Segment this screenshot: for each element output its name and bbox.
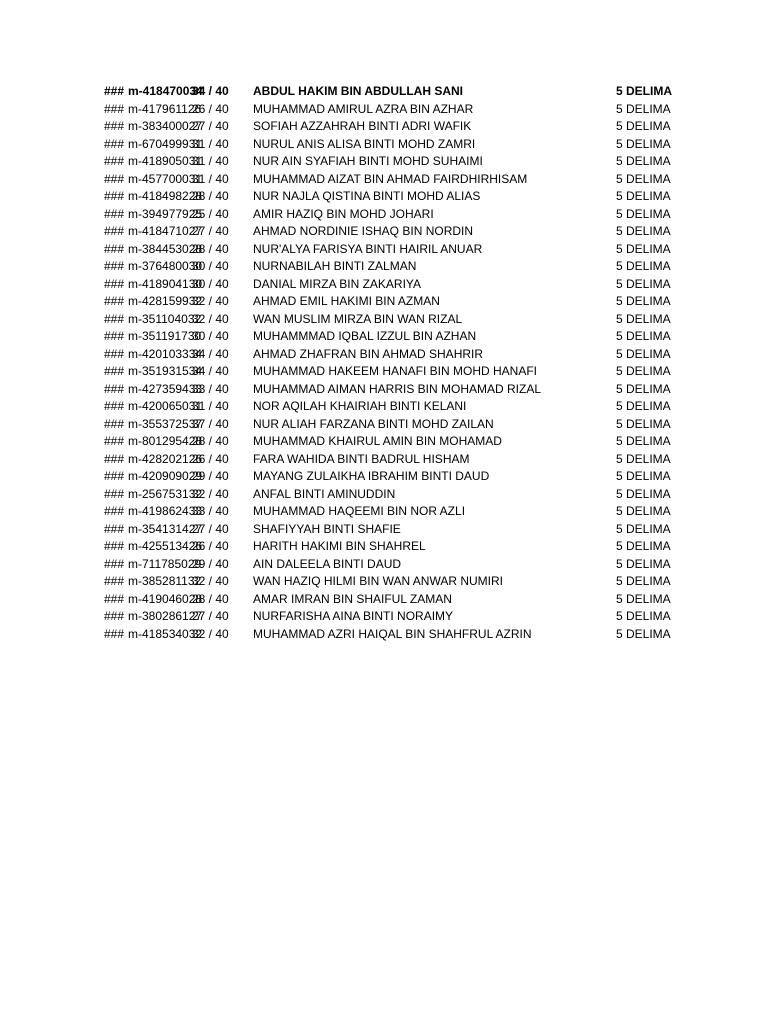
score: 28 / 40 [192,241,229,256]
table-row [0,118,768,136]
student-id: m-418470034 [128,84,203,98]
score: 25 / 40 [192,206,229,221]
student-name: AHMAD ZHAFRAN BIN AHMAD SHAHRIR [253,346,484,361]
class-name: 5 DELIMA [616,381,671,396]
score: 31 / 40 [192,136,229,151]
student-name: MUHAMMAD HAQEEMI BIN NOR AZLI [253,504,466,518]
score: 32 / 40 [192,294,229,308]
class-name: 5 DELIMA [616,206,671,221]
table-row [0,521,768,539]
score: 29 / 40 [192,556,229,571]
table-row [0,83,768,101]
student-id: m-418905031 [128,154,203,168]
student-id: m-457700031 [128,171,203,186]
student-id: m-418534032 [128,626,203,641]
student-name: WAN MUSLIM MIRZA BIN WAN RIZAL [253,311,463,326]
student-name: NURNABILAH BINTI ZALMAN [253,259,417,273]
row-marker: ### [104,626,125,641]
student-name: NUR NAJLA QISTINA BINTI MOHD ALIAS [253,189,481,203]
class-name: 5 DELIMA [616,259,671,273]
student-id: m-420909029 [128,469,203,483]
class-name: 5 DELIMA [616,434,671,448]
table-row [0,346,768,364]
student-id: m-801295428 [128,434,203,448]
student-name: MUHAMMAD KHAIRUL AMIN BIN MOHAMAD [253,434,502,448]
student-name: MAYANG ZULAIKHA IBRAHIM BINTI DAUD [253,469,490,483]
table-row [0,486,768,504]
student-name: NOR AQILAH KHAIRIAH BINTI KELANI [253,399,467,413]
score: 37 / 40 [192,416,229,431]
class-name: 5 DELIMA [616,521,671,536]
table-row [0,363,768,381]
student-id: m-418904130 [128,276,203,291]
score: 30 / 40 [192,276,229,291]
row-marker: ### [104,434,125,448]
class-name: 5 DELIMA [616,276,671,291]
class-name: 5 DELIMA [616,626,671,641]
class-name: 5 DELIMA [616,399,671,413]
score: 28 / 40 [192,189,229,203]
score: 32 / 40 [192,311,229,326]
row-marker: ### [104,294,125,308]
class-name: 5 DELIMA [616,416,671,431]
score: 30 / 40 [192,259,229,273]
student-id: m-420103334 [128,346,203,361]
row-marker: ### [104,609,125,623]
student-name: DANIAL MIRZA BIN ZAKARIYA [253,276,422,291]
score: 26 / 40 [192,451,229,466]
table-row [0,276,768,294]
student-name: MUHAMMAD HAKEEM HANAFI BIN MOHD HANAFI [253,364,538,378]
class-name: 5 DELIMA [616,364,671,378]
score: 33 / 40 [192,381,229,396]
score: 27 / 40 [192,224,229,238]
score: 30 / 40 [192,329,229,343]
row-marker: ### [104,469,125,483]
table-row [0,101,768,119]
student-id: m-380286127 [128,609,203,623]
student-id: m-419046028 [128,591,203,606]
table-row [0,573,768,591]
class-name: 5 DELIMA [616,451,671,466]
student-id: m-417961126 [128,101,202,116]
row-marker: ### [104,364,125,378]
row-marker: ### [104,276,125,291]
row-marker: ### [104,521,125,536]
row-marker: ### [104,346,125,361]
row-marker: ### [104,539,125,553]
score: 34 / 40 [192,364,229,378]
row-marker: ### [104,556,125,571]
student-name: SOFIAH AZZAHRAH BINTI ADRI WAFIK [253,119,472,133]
row-marker: ### [104,224,125,238]
score: 32 / 40 [192,626,229,641]
student-name: NUR'ALYA FARISYA BINTI HAIRIL ANUAR [253,241,483,256]
student-name: AHMAD NORDINIE ISHAQ BIN NORDIN [253,224,474,238]
score: 27 / 40 [192,521,229,536]
row-marker: ### [104,451,125,466]
row-marker: ### [104,171,125,186]
table-row [0,241,768,259]
student-id: m-351104032 [128,311,202,326]
row-marker: ### [104,329,125,343]
table-row [0,293,768,311]
student-id: m-428202126 [128,451,203,466]
student-id: m-351191730 [128,329,202,343]
class-name: 5 DELIMA [616,504,671,518]
student-id: m-425513426 [128,539,203,553]
student-id: m-418498228 [128,189,203,203]
row-marker: ### [104,399,125,413]
student-id: m-418471027 [128,224,203,238]
row-marker: ### [104,119,125,133]
class-name: 5 DELIMA [616,574,671,588]
row-marker: ### [104,101,125,116]
row-marker: ### [104,486,125,501]
class-name: 5 DELIMA [616,591,671,606]
student-id: m-376480030 [128,259,203,273]
row-marker: ### [104,311,125,326]
student-name: NURUL ANIS ALISA BINTI MOHD ZAMRI [253,136,476,151]
class-name: 5 DELIMA [616,119,671,133]
row-marker: ### [104,241,125,256]
score: 26 / 40 [192,101,229,116]
student-name: ANFAL BINTI AMINUDDIN [253,486,396,501]
table-row [0,468,768,486]
table-row [0,223,768,241]
table-row [0,136,768,154]
student-name: AMIR HAZIQ BIN MOHD JOHARI [253,206,434,221]
student-id: m-428159932 [128,294,203,308]
student-name: AMAR IMRAN BIN SHAIFUL ZAMAN [253,591,452,606]
student-id: m-256753132 [128,486,203,501]
student-name: NURFARISHA AINA BINTI NORAIMY [253,609,454,623]
class-name: 5 DELIMA [616,84,673,98]
row-marker: ### [104,84,125,98]
class-name: 5 DELIMA [616,609,671,623]
table-row [0,381,768,399]
score: 31 / 40 [192,154,229,168]
score: 32 / 40 [192,574,229,588]
student-id: m-354131427 [128,521,203,536]
table-row [0,171,768,189]
score: 29 / 40 [192,469,229,483]
class-name: 5 DELIMA [616,224,671,238]
score: 33 / 40 [192,504,229,518]
student-id: m-384453028 [128,241,203,256]
table-row [0,626,768,644]
student-name: MUHAMMAD AMIRUL AZRA BIN AZHAR [253,101,474,116]
student-id: m-427359433 [128,381,203,396]
table-row [0,503,768,521]
table-row [0,451,768,469]
student-name: AHMAD EMIL HAKIMI BIN AZMAN [253,294,440,308]
class-name: 5 DELIMA [616,294,671,308]
table-row [0,538,768,556]
row-marker: ### [104,189,125,203]
student-name: FARA WAHIDA BINTI BADRUL HISHAM [253,451,470,466]
class-name: 5 DELIMA [616,329,671,343]
student-id: m-711785029 [128,556,202,571]
score: 32 / 40 [192,486,229,501]
student-name: MUHAMMAD AZRI HAIQAL BIN SHAHFRUL AZRIN [253,626,532,641]
class-name: 5 DELIMA [616,136,671,151]
student-name: MUHAMMAD AIZAT BIN AHMAD FAIRDHIRHISAM [253,171,528,186]
student-id: m-670499931 [128,136,203,151]
row-marker: ### [104,591,125,606]
table-row [0,416,768,434]
table-row [0,258,768,276]
class-name: 5 DELIMA [616,171,671,186]
class-name: 5 DELIMA [616,241,671,256]
student-id: m-351931534 [128,364,203,378]
table-row [0,398,768,416]
student-id: m-385281132 [128,574,202,588]
class-name: 5 DELIMA [616,469,671,483]
student-name: WAN HAZIQ HILMI BIN WAN ANWAR NUMIRI [253,574,504,588]
student-name: SHAFIYYAH BINTI SHAFIE [253,521,401,536]
class-name: 5 DELIMA [616,154,671,168]
student-name: MUHAMMAD AIMAN HARRIS BIN MOHAMAD RIZAL [253,381,542,396]
score: 31 / 40 [192,171,229,186]
row-marker: ### [104,206,125,221]
table-row [0,608,768,626]
table-row [0,591,768,609]
class-name: 5 DELIMA [616,311,671,326]
table-row [0,556,768,574]
score: 34 / 40 [192,346,229,361]
class-name: 5 DELIMA [616,101,671,116]
student-id: m-394977925 [128,206,203,221]
score: 31 / 40 [192,399,229,413]
student-name: ABDUL HAKIM BIN ABDULLAH SANI [253,84,463,98]
row-marker: ### [104,154,125,168]
score: 27 / 40 [192,609,229,623]
class-name: 5 DELIMA [616,486,671,501]
class-name: 5 DELIMA [616,539,671,553]
table-row [0,433,768,451]
student-name: MUHAMMMAD IQBAL IZZUL BIN AZHAN [253,329,477,343]
row-marker: ### [104,416,125,431]
score: 26 / 40 [192,539,229,553]
student-id: m-420065031 [128,399,203,413]
student-name: AIN DALEELA BINTI DAUD [253,556,402,571]
table-row [0,311,768,329]
score: 27 / 40 [192,119,229,133]
student-id: m-383400027 [128,119,203,133]
row-marker: ### [104,136,125,151]
class-name: 5 DELIMA [616,189,671,203]
student-id: m-419862433 [128,504,203,518]
table-row [0,206,768,224]
table-row [0,153,768,171]
student-id: m-355372537 [128,416,203,431]
score: 28 / 40 [192,591,229,606]
score: 34 / 40 [192,84,229,98]
row-marker: ### [104,574,125,588]
row-marker: ### [104,381,125,396]
student-name: NUR ALIAH FARZANA BINTI MOHD ZAILAN [253,416,494,431]
row-marker: ### [104,504,125,518]
class-name: 5 DELIMA [616,346,671,361]
student-name: HARITH HAKIMI BIN SHAHREL [253,539,426,553]
table-row [0,188,768,206]
table-row [0,328,768,346]
score: 28 / 40 [192,434,229,448]
class-name: 5 DELIMA [616,556,671,571]
student-name: NUR AIN SYAFIAH BINTI MOHD SUHAIMI [253,154,483,168]
row-marker: ### [104,259,125,273]
